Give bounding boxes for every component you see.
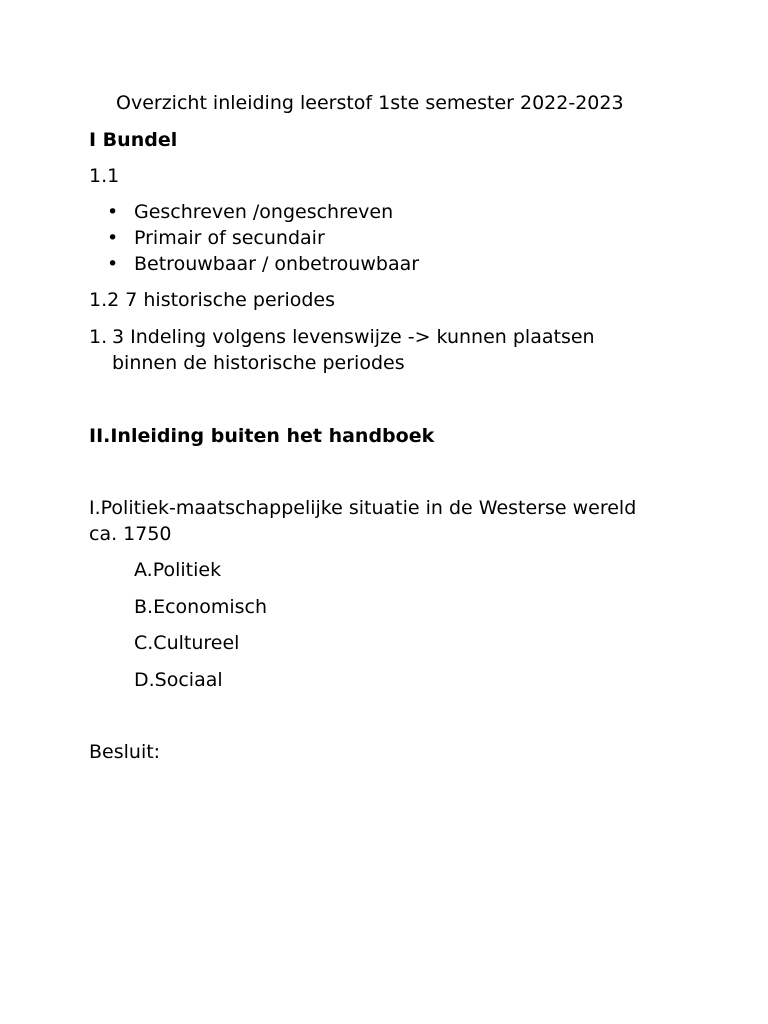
- topic-line-1: I.Politiek-maatschappelijke situatie in de Westerse wereld: [89, 497, 637, 519]
- topic-item-economisch: B.Economisch: [134, 596, 267, 618]
- list-item: [107, 251, 419, 277]
- topic-item-politiek: A.Politiek: [134, 559, 222, 581]
- topic-item-sociaal: D.Sociaal: [134, 669, 223, 691]
- bullet-icon: •: [107, 227, 119, 249]
- subsection-label-1-1: 1.1: [89, 165, 120, 187]
- list-item-text: Betrouwbaar / onbetrouwbaar: [134, 253, 420, 275]
- document-title: Overzicht inleiding leerstof 1ste semester 2022-2023: [116, 92, 624, 114]
- list-item-text: Geschreven /ongeschreven: [134, 201, 394, 223]
- topic-item-cultureel: C.Cultureel: [134, 632, 240, 654]
- subsection-1-3-text: 3 Indeling volgens levenswijze -> kunnen plaatsen binnen de historische periodes: [112, 326, 595, 374]
- subsection-1-3: [89, 324, 649, 376]
- bullet-list: [107, 199, 419, 277]
- bullet-icon: •: [107, 201, 119, 223]
- list-item-text: Primair of secundair: [134, 227, 325, 249]
- subsection-1-3-number: 1.: [89, 326, 108, 348]
- subsection-1-2: 1.2 7 historische periodes: [89, 289, 335, 311]
- bullet-icon: •: [107, 253, 119, 275]
- topic-line-2: ca. 1750: [89, 523, 172, 545]
- section-heading-inleiding: II.Inleiding buiten het handboek: [89, 425, 435, 447]
- section-heading-bundel: I Bundel: [89, 129, 178, 151]
- conclusion-label: Besluit:: [89, 741, 161, 763]
- list-item: [107, 225, 419, 251]
- list-item: [107, 199, 419, 225]
